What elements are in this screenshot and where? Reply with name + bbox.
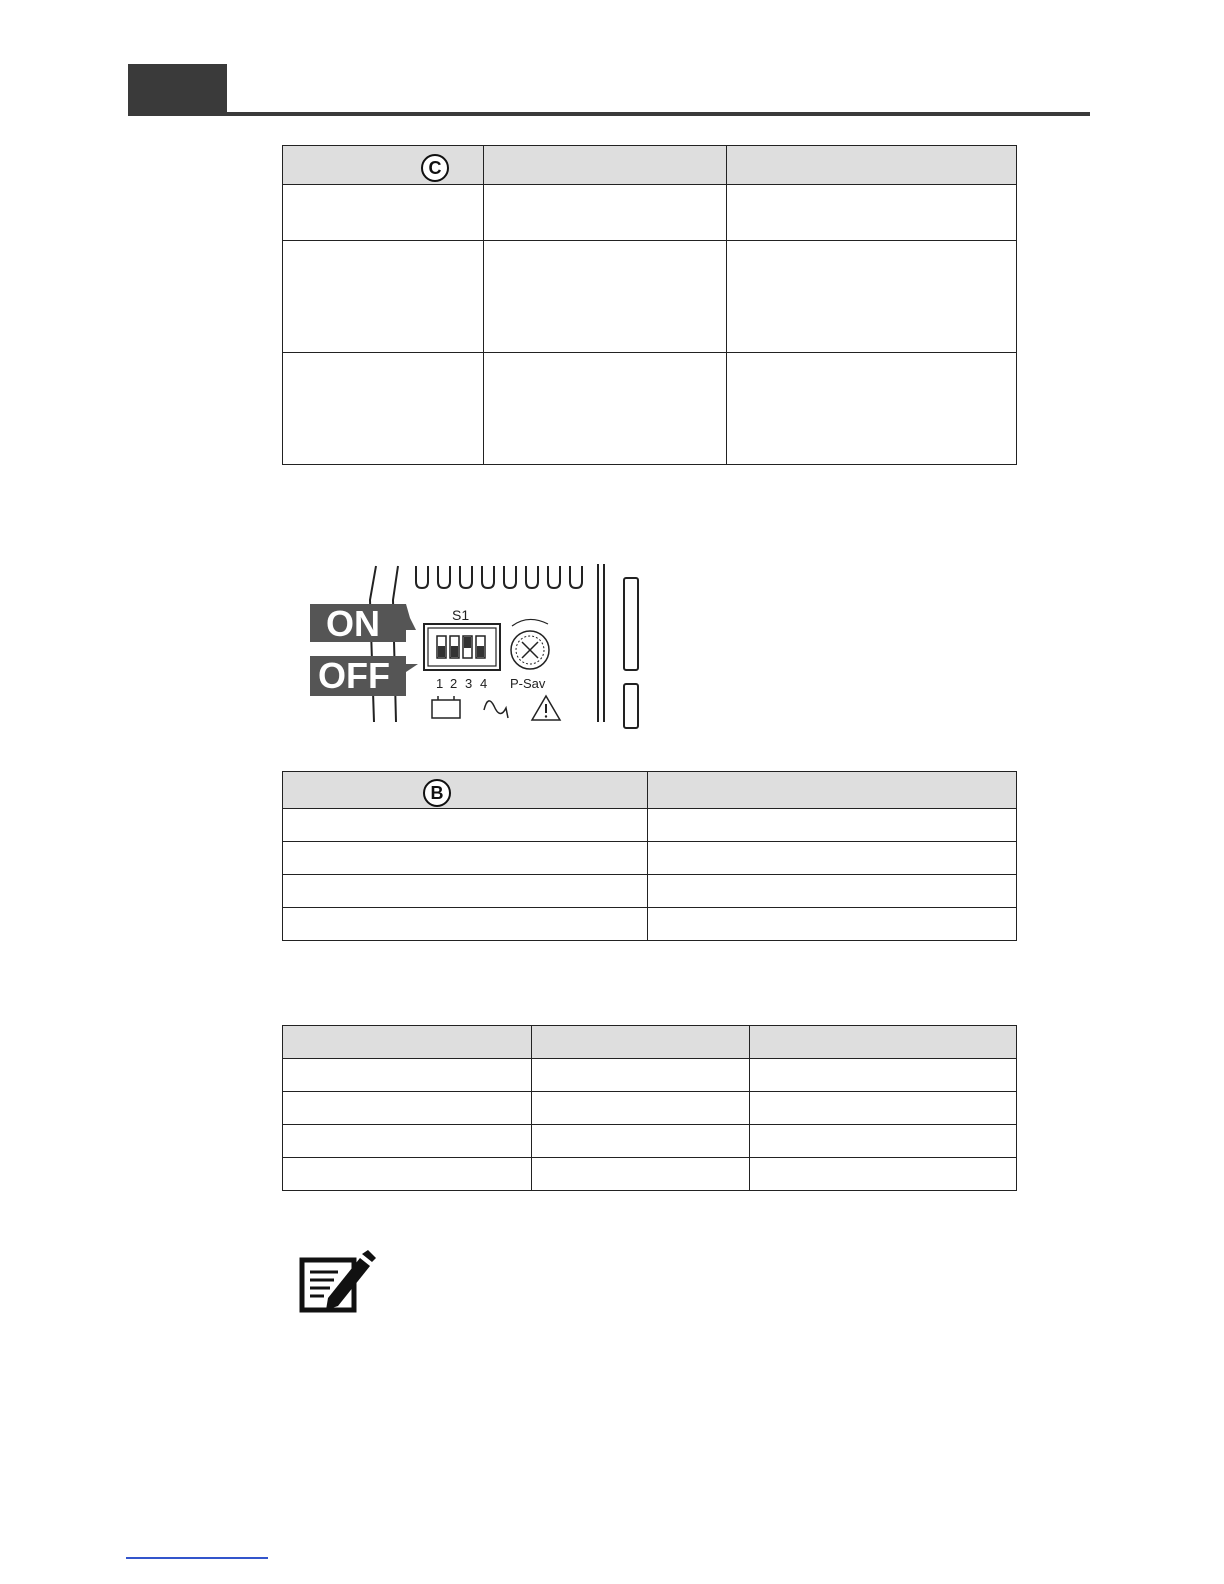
- switch-number-4: 4: [480, 676, 488, 691]
- waveform-icon: [484, 701, 508, 718]
- switch-name-label: S1: [452, 607, 470, 623]
- dial-label: P-Sav: [510, 676, 546, 691]
- table-header-cell: [283, 1026, 532, 1059]
- table-row: [283, 1125, 1017, 1158]
- table-cell: [648, 875, 1017, 908]
- switch-number-3: 3: [465, 676, 473, 691]
- table-row: [283, 185, 1017, 241]
- table-cell: [750, 1125, 1017, 1158]
- table-cell: [727, 241, 1017, 353]
- table-header-cell: [283, 146, 484, 185]
- table-cell: [484, 353, 727, 465]
- table-cell: [283, 241, 484, 353]
- table-header-cell: [727, 146, 1017, 185]
- table-cell: [750, 1158, 1017, 1191]
- table-row: [283, 908, 1017, 941]
- table-row: [283, 875, 1017, 908]
- side-slot: [624, 684, 638, 728]
- dip-lever-2-knob: [451, 646, 458, 657]
- note-pencil-icon: [298, 1248, 376, 1314]
- table-cell: [648, 908, 1017, 941]
- table-b: [282, 771, 1017, 941]
- table-cell: [283, 842, 648, 875]
- table-cell: [727, 185, 1017, 241]
- warning-triangle-icon: [532, 696, 560, 720]
- circled-c-marker: C: [421, 154, 449, 182]
- dip-lever-3-knob: [464, 637, 471, 648]
- table-three: [282, 1025, 1017, 1191]
- table-row: [283, 353, 1017, 465]
- table-header-cell: [283, 772, 648, 809]
- chapter-header-rule: [128, 112, 1090, 116]
- table-header-cell: [532, 1026, 750, 1059]
- dial-arc: [512, 619, 548, 626]
- battery-icon: [432, 696, 460, 718]
- table-row: [283, 1158, 1017, 1191]
- table-header-row: [283, 146, 1017, 185]
- table-cell: [283, 185, 484, 241]
- off-label: OFF: [318, 655, 390, 696]
- on-label: ON: [326, 603, 380, 644]
- table-row: [283, 842, 1017, 875]
- table-c: [282, 145, 1017, 465]
- table-cell: [283, 908, 648, 941]
- table-cell: [532, 1158, 750, 1191]
- housing-edge: [393, 566, 398, 722]
- table-cell: [532, 1059, 750, 1092]
- table-header-row: [283, 1026, 1017, 1059]
- dip-switch-figure: [298, 560, 658, 730]
- switch-number-1: 1: [436, 676, 444, 691]
- table-cell: [532, 1092, 750, 1125]
- table-cell: [283, 353, 484, 465]
- table-cell: [727, 353, 1017, 465]
- dip-switch-block: [424, 624, 500, 670]
- dip-lever-1-knob: [438, 646, 445, 657]
- table-cell: [283, 1158, 532, 1191]
- table-cell: [283, 1092, 532, 1125]
- side-slot: [624, 578, 638, 670]
- table-row: [283, 809, 1017, 842]
- table-cell: [648, 809, 1017, 842]
- table-cell: [484, 185, 727, 241]
- table-cell: [750, 1092, 1017, 1125]
- switch-number-2: 2: [450, 676, 458, 691]
- table-row: [283, 1059, 1017, 1092]
- dip-lever-4-knob: [477, 646, 484, 657]
- table-cell: [283, 1125, 532, 1158]
- table-row: [283, 241, 1017, 353]
- housing-edge: [370, 566, 376, 722]
- table-header-cell: [484, 146, 727, 185]
- table-header-row: [283, 772, 1017, 809]
- chapter-header-tab: [128, 64, 227, 116]
- table-cell: [750, 1059, 1017, 1092]
- table-cell: [283, 1059, 532, 1092]
- table-cell: [648, 842, 1017, 875]
- heatsink-fins: [416, 566, 582, 588]
- circled-b-marker: B: [423, 779, 451, 807]
- footer-link-underline[interactable]: [126, 1557, 268, 1559]
- dip-switch-levers: [437, 636, 485, 658]
- table-row: [283, 1092, 1017, 1125]
- table-header-cell: [648, 772, 1017, 809]
- table-cell: [283, 875, 648, 908]
- table-cell: [532, 1125, 750, 1158]
- table-cell: [484, 241, 727, 353]
- table-header-cell: [750, 1026, 1017, 1059]
- table-cell: [283, 809, 648, 842]
